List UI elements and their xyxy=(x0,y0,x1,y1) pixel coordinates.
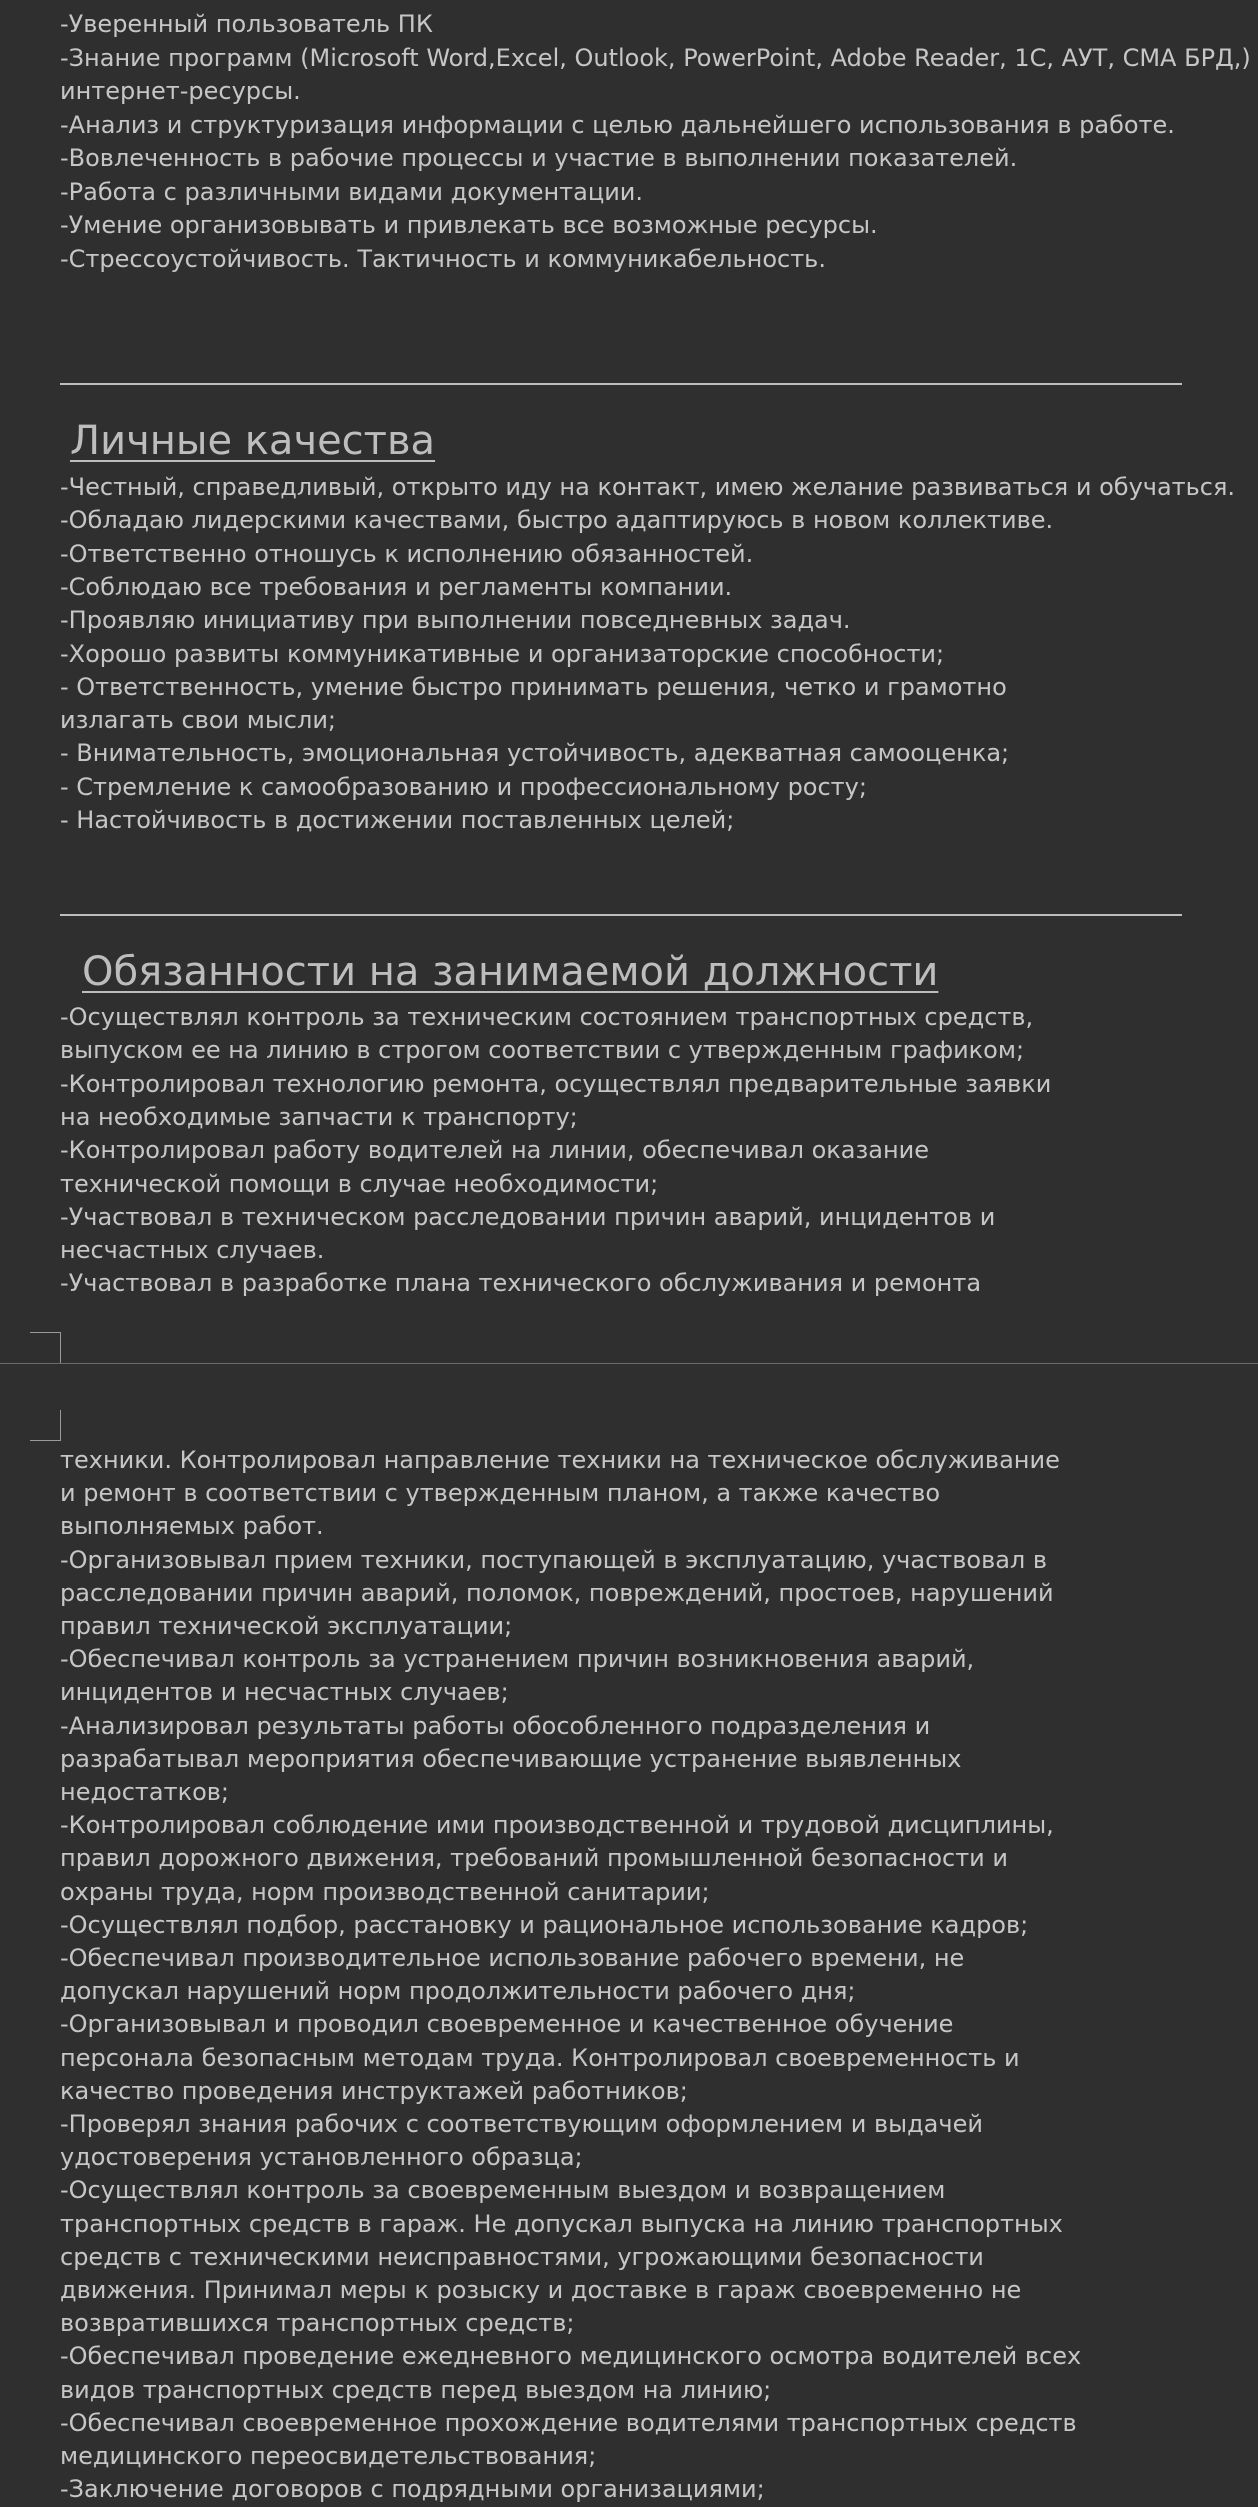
text-line: выполняемых работ. xyxy=(60,1512,324,1541)
text-line: охраны труда, норм производственной санитарии; xyxy=(60,1877,710,1906)
text-line: медицинского переосвидетельствования; xyxy=(60,2442,597,2470)
page-corner-marker xyxy=(30,1332,61,1363)
text-line: -Проявляю инициативу при выполнении повседневных задач. xyxy=(60,606,851,635)
text-line: -Заключение договоров с подрядными организациями; xyxy=(60,2475,765,2504)
text-line: -Осуществлял контроль за своевременным выездом и возвращением xyxy=(60,2176,946,2205)
text-line: средств с техническими неисправностями, угрожающими безопасности xyxy=(60,2242,984,2271)
text-line: и ремонт в соответствии с утвержденным планом, а также качество xyxy=(60,1479,941,1508)
text-line: -Работа с различными видами документации. xyxy=(60,177,644,206)
section-divider xyxy=(60,914,1182,916)
text-line: -Честный, справедливый, открыто иду на контакт, имею желание развиваться и обучаться. xyxy=(60,473,1236,501)
section-divider xyxy=(60,383,1182,385)
text-line: удостоверения установленного образца; xyxy=(60,2143,583,2172)
text-line: правил дорожного движения, требований промышленной безопасности и xyxy=(60,1844,1008,1873)
text-line: -Обеспечивал контроль за устранением причин возникновения аварий, xyxy=(60,1645,975,1674)
text-line: возвратившихся транспортных средств; xyxy=(60,2309,575,2338)
page-corner-marker xyxy=(30,1410,61,1441)
text-line: на необходимые запчасти к транспорту; xyxy=(60,1102,578,1131)
text-line: правил технической эксплуатации; xyxy=(60,1612,513,1640)
text-line: -Хорошо развиты коммуникативные и организаторские способности; xyxy=(60,639,945,668)
text-line: транспортных средств в гараж. Не допускал выпуска на линию транспортных xyxy=(60,2209,1063,2238)
text-line: -Контролировал работу водителей на линии, обеспечивал оказание xyxy=(60,1136,930,1165)
text-line: -Организовывал прием техники, поступающей в эксплуатацию, участвовал в xyxy=(60,1545,1048,1574)
text-line: расследовании причин аварий, поломок, повреждений, простоев, нарушений xyxy=(60,1578,1054,1607)
text-line: -Контролировал технологию ремонта, осуществлял предварительные заявки xyxy=(60,1069,1052,1098)
text-line: недостатков; xyxy=(60,1778,230,1806)
text-line: персонала безопасным методам труда. Контролировал своевременность и xyxy=(60,2043,1020,2072)
text-line: выпуском ее на линию в строгом соответствии с утвержденным графиком; xyxy=(60,1036,1025,1065)
text-line: технической помощи в случае необходимости; xyxy=(60,1169,659,1198)
text-line: -Уверенный пользователь ПК xyxy=(60,10,433,38)
text-line: - Настойчивость в достижении поставленных целей; xyxy=(60,806,735,834)
personal-qualities-heading: Личные качества xyxy=(70,418,436,464)
text-line: интернет-ресурсы. xyxy=(60,77,301,105)
text-line: - Внимательность, эмоциональная устойчивость, адекватная самооценка; xyxy=(60,739,1010,768)
text-line: -Ответственно отношусь к исполнению обязанностей. xyxy=(60,539,754,568)
text-line: -Умение организовывать и привлекать все возможные ресурсы. xyxy=(60,211,878,239)
duties-heading: Обязанности на занимаемой должности xyxy=(82,949,939,995)
text-line: допускал нарушений норм продолжительности рабочего дня; xyxy=(60,1977,856,2006)
text-line: -Участвовал в техническом расследовании причин аварий, инцидентов и xyxy=(60,1202,996,1231)
text-line: несчастных случаев. xyxy=(60,1236,325,1265)
text-line: техники. Контролировал направление техники на техническое обслуживание xyxy=(60,1446,1060,1474)
page-break xyxy=(0,1363,1258,1364)
text-line: -Организовывал и проводил своевременное и качественное обучение xyxy=(60,2010,954,2039)
text-line: -Обеспечивал производительное использование рабочего времени, не xyxy=(60,1944,965,1972)
text-line: - Ответственность, умение быстро принимать решения, четко и грамотно xyxy=(60,672,1007,701)
text-line: -Обладаю лидерскими качествами, быстро адаптируюсь в новом коллективе. xyxy=(60,506,1054,535)
text-line: -Участвовал в разработке плана технического обслуживания и ремонта xyxy=(60,1269,982,1298)
text-line: -Стрессоустойчивость. Тактичность и коммуникабельность. xyxy=(60,244,826,273)
text-line: видов транспортных средств перед выездом на линию; xyxy=(60,2375,772,2404)
text-line: качество проведения инструктажей работников; xyxy=(60,2076,688,2105)
text-line: движения. Принимал меры к розыску и доставке в гараж своевременно не xyxy=(60,2276,1022,2304)
text-line: -Знание программ (Microsoft Word,Excel, Outlook, PowerPoint, Adobe Reader, 1С, АУТ, СМА БРД,) xyxy=(60,43,1251,72)
text-line: разрабатывал мероприятия обеспечивающие устранение выявленных xyxy=(60,1744,962,1773)
text-line: -Осуществлял подбор, расстановку и рациональное использование кадров; xyxy=(60,1910,1029,1939)
text-line: -Анализ и структуризация информации с целью дальнейшего использования в работе. xyxy=(60,110,1175,139)
text-line: - Стремление к самообразованию и профессиональному росту; xyxy=(60,772,867,801)
text-line: излагать свои мысли; xyxy=(60,706,336,735)
text-line: -Вовлеченность в рабочие процессы и участие в выполнении показателей. xyxy=(60,144,1018,172)
text-line: -Проверял знания рабочих с соответствующим оформлением и выдачей xyxy=(60,2110,983,2138)
text-line: -Соблюдаю все требования и регламенты компании. xyxy=(60,572,733,601)
text-line: -Обеспечивал своевременное прохождение водителями транспортных средств xyxy=(60,2408,1077,2437)
text-line: инцидентов и несчастных случаев; xyxy=(60,1678,509,1707)
text-line: -Анализировал результаты работы обособленного подразделения и xyxy=(60,1711,931,1740)
text-line: -Обеспечивал проведение ежедневного медицинского осмотра водителей всех xyxy=(60,2342,1082,2371)
text-line: -Контролировал соблюдение ими производственной и трудовой дисциплины, xyxy=(60,1811,1054,1840)
text-line: -Осуществлял контроль за техническим состоянием транспортных средств, xyxy=(60,1003,1034,1031)
